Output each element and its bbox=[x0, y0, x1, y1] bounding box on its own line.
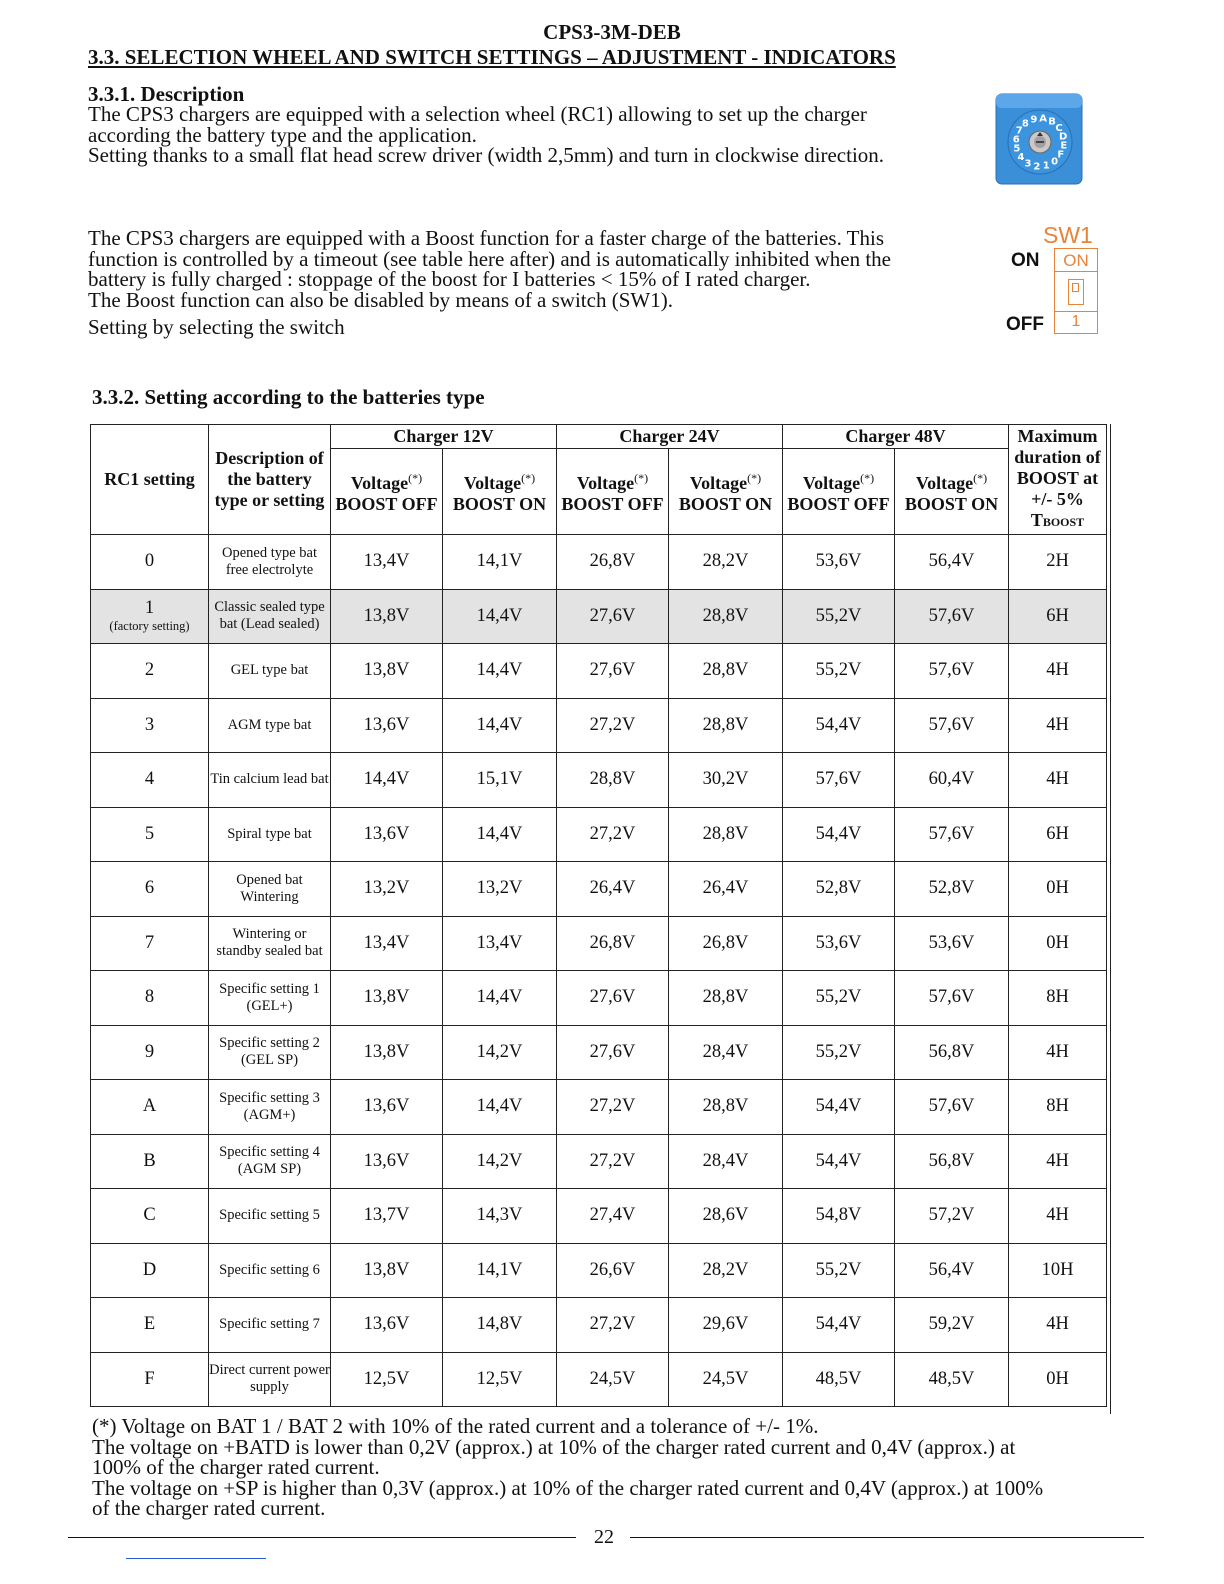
switch-on-label: ON bbox=[1011, 250, 1040, 271]
voltage-cell: 28,8V bbox=[557, 753, 669, 808]
table-row bbox=[91, 1243, 1107, 1298]
header-voltage-12v-boost-on bbox=[443, 449, 557, 535]
voltage-cell: 24,5V bbox=[557, 1352, 669, 1407]
voltage-cell: 26,4V bbox=[669, 862, 783, 917]
voltage-cell: 54,4V bbox=[783, 698, 895, 753]
boost-duration-cell: 4H bbox=[1009, 1134, 1107, 1189]
switch-slot bbox=[1068, 279, 1084, 305]
header-charger-24v: Charger 24V bbox=[557, 425, 783, 449]
battery-description-cell: Specific setting 3 (AGM+) bbox=[209, 1080, 331, 1135]
voltage-cell: 14,2V bbox=[443, 1134, 557, 1189]
table-row bbox=[91, 862, 1107, 917]
voltage-cell: 52,8V bbox=[895, 862, 1009, 917]
rc1-setting-cell: D bbox=[91, 1243, 209, 1298]
header-voltage-48v-boost-off bbox=[783, 449, 895, 535]
voltage-cell: 14,4V bbox=[443, 644, 557, 699]
voltage-cell: 48,5V bbox=[895, 1352, 1009, 1407]
voltage-cell: 53,6V bbox=[783, 535, 895, 590]
boost-duration-cell: 0H bbox=[1009, 916, 1107, 971]
switch-title: SW1 bbox=[1043, 222, 1093, 248]
setting-heading: 3.3.2. Setting according to the batteries type bbox=[92, 385, 485, 409]
wheel-digit: C bbox=[1055, 122, 1063, 134]
battery-description-cell: Tin calcium lead bat bbox=[209, 753, 331, 808]
voltage-cell: 12,5V bbox=[331, 1352, 443, 1407]
wheel-digit: 2 bbox=[1033, 161, 1041, 173]
voltage-cell: 13,6V bbox=[331, 698, 443, 753]
header-max-duration bbox=[1009, 425, 1107, 535]
note-line: 100% of the charger rated current. bbox=[92, 1455, 380, 1479]
voltage-cell: 13,2V bbox=[331, 862, 443, 917]
wheel-digit: B bbox=[1048, 116, 1056, 128]
switch-diagram bbox=[1054, 248, 1098, 334]
voltage-cell: 13,2V bbox=[443, 862, 557, 917]
voltage-cell: 53,6V bbox=[783, 916, 895, 971]
voltage-cell: 28,4V bbox=[669, 1134, 783, 1189]
battery-settings-table bbox=[90, 424, 1107, 1407]
table-row bbox=[91, 753, 1107, 808]
text-line: The CPS3 chargers are equipped with a Boost function for a faster charge of the batteries. This bbox=[88, 226, 885, 250]
battery-description-cell: Classic sealed type bat (Lead sealed) bbox=[209, 589, 331, 644]
header-voltage-24v-boost-on bbox=[669, 449, 783, 535]
footer-rule-left bbox=[68, 1537, 576, 1538]
header-boost-label: BOOST ON bbox=[452, 494, 547, 514]
switch-box-number: 1 bbox=[1071, 313, 1081, 330]
battery-description-cell: Specific setting 7 bbox=[209, 1298, 331, 1353]
header-charger-12v: Charger 12V bbox=[331, 425, 557, 449]
switch-setting-text: Setting by selecting the switch bbox=[88, 315, 345, 339]
voltage-cell: 54,4V bbox=[783, 807, 895, 862]
voltage-cell: 28,8V bbox=[669, 589, 783, 644]
wheel-digit: A bbox=[1039, 113, 1047, 125]
switch-knob bbox=[1072, 283, 1079, 292]
note-line: (*) Voltage on BAT 1 / BAT 2 with 10% of the rated current and a tolerance of +/- 1%. bbox=[92, 1414, 819, 1438]
voltage-cell: 13,4V bbox=[443, 916, 557, 971]
wheel-digit: 5 bbox=[1013, 143, 1021, 155]
voltage-cell: 52,8V bbox=[783, 862, 895, 917]
wheel-digit: 0 bbox=[1051, 156, 1059, 168]
voltage-cell: 56,8V bbox=[895, 1134, 1009, 1189]
header-line: Description of bbox=[215, 448, 324, 468]
voltage-cell: 13,6V bbox=[331, 1080, 443, 1135]
rc1-setting-cell: 5 bbox=[91, 807, 209, 862]
table-row bbox=[91, 644, 1107, 699]
table-row bbox=[91, 916, 1107, 971]
header-line: the battery bbox=[227, 469, 312, 489]
voltage-cell: 54,8V bbox=[783, 1189, 895, 1244]
voltage-cell: 27,2V bbox=[557, 1080, 669, 1135]
voltage-cell: 13,6V bbox=[331, 1298, 443, 1353]
wheel-digit: 8 bbox=[1021, 118, 1029, 130]
rc1-setting-cell: F bbox=[91, 1352, 209, 1407]
header-voltage-48v-boost-on bbox=[895, 449, 1009, 535]
rc1-setting-cell: 7 bbox=[91, 916, 209, 971]
boost-duration-cell: 2H bbox=[1009, 535, 1107, 590]
switch-off-label: OFF bbox=[1006, 314, 1044, 335]
voltage-cell: 54,4V bbox=[783, 1298, 895, 1353]
note-line: The voltage on +BATD is lower than 0,2V (approx.) at 10% of the charger rated current and 0,4V (approx.) at bbox=[92, 1434, 1016, 1459]
voltage-cell: 14,2V bbox=[443, 1025, 557, 1080]
header-tolerance: +/- 5% bbox=[1031, 489, 1084, 509]
boost-duration-cell: 4H bbox=[1009, 1025, 1107, 1080]
header-charger-48v: Charger 48V bbox=[783, 425, 1009, 449]
header-tboost: TBOOST bbox=[1030, 510, 1085, 530]
table-right-border bbox=[1110, 424, 1111, 1414]
voltage-cell: 14,4V bbox=[443, 1080, 557, 1135]
voltage-cell: 13,6V bbox=[331, 807, 443, 862]
voltage-cell: 28,8V bbox=[669, 698, 783, 753]
voltage-cell: 28,8V bbox=[669, 644, 783, 699]
footer-link-underline bbox=[126, 1558, 266, 1559]
header-line: Maximum bbox=[1017, 426, 1098, 446]
voltage-cell: 29,6V bbox=[669, 1298, 783, 1353]
voltage-cell: 57,2V bbox=[895, 1189, 1009, 1244]
boost-duration-cell: 4H bbox=[1009, 644, 1107, 699]
boost-duration-cell: 6H bbox=[1009, 589, 1107, 644]
battery-description-cell: Specific setting 4 (AGM SP) bbox=[209, 1134, 331, 1189]
wheel-digit: 3 bbox=[1024, 158, 1032, 170]
boost-duration-cell: 8H bbox=[1009, 971, 1107, 1026]
boost-paragraph bbox=[88, 228, 891, 310]
battery-description-cell: Opened type bat free electrolyte bbox=[209, 535, 331, 590]
rc1-setting-cell: C bbox=[91, 1189, 209, 1244]
description-heading: 3.3.1. Description bbox=[88, 82, 245, 106]
voltage-cell: 28,6V bbox=[669, 1189, 783, 1244]
voltage-cell: 26,8V bbox=[557, 916, 669, 971]
note-line: of the charger rated current. bbox=[92, 1496, 326, 1520]
header-boost-label: BOOST OFF bbox=[335, 494, 438, 514]
voltage-cell: 26,8V bbox=[557, 535, 669, 590]
rc1-setting-cell: A bbox=[91, 1080, 209, 1135]
header-boost-label: BOOST OFF bbox=[561, 494, 664, 514]
voltage-cell: 14,1V bbox=[443, 1243, 557, 1298]
header-voltage-label: Voltage(*) bbox=[915, 471, 988, 493]
table-row bbox=[91, 971, 1107, 1026]
header-boost-label: BOOST OFF bbox=[787, 494, 890, 514]
header-voltage-12v-boost-off bbox=[331, 449, 443, 535]
voltage-cell: 57,6V bbox=[895, 1080, 1009, 1135]
voltage-cell: 55,2V bbox=[783, 589, 895, 644]
selection-wheel-image bbox=[992, 92, 1084, 186]
voltage-cell: 57,6V bbox=[783, 753, 895, 808]
voltage-cell: 28,2V bbox=[669, 535, 783, 590]
voltage-cell: 14,4V bbox=[331, 753, 443, 808]
voltage-cell: 28,4V bbox=[669, 1025, 783, 1080]
voltage-cell: 13,8V bbox=[331, 589, 443, 644]
wheel-digit: E bbox=[1060, 140, 1068, 152]
wheel-digit: F bbox=[1057, 149, 1065, 161]
voltage-cell: 13,8V bbox=[331, 971, 443, 1026]
voltage-cell: 26,8V bbox=[669, 916, 783, 971]
footer-rule-right bbox=[630, 1537, 1144, 1538]
boost-duration-cell: 4H bbox=[1009, 1189, 1107, 1244]
table-row bbox=[91, 1189, 1107, 1244]
wheel-digit: 1 bbox=[1042, 160, 1050, 172]
text-line: function is controlled by a timeout (see table here after) and is automatically inhibited when the bbox=[88, 246, 891, 271]
voltage-cell: 26,6V bbox=[557, 1243, 669, 1298]
boost-duration-cell: 6H bbox=[1009, 807, 1107, 862]
voltage-cell: 27,4V bbox=[557, 1189, 669, 1244]
wheel-digit: 6 bbox=[1012, 134, 1020, 146]
factory-setting-note: (factory setting) bbox=[109, 619, 190, 634]
voltage-cell: 14,3V bbox=[443, 1189, 557, 1244]
battery-description-cell: Specific setting 5 bbox=[209, 1189, 331, 1244]
header-voltage-24v-boost-off bbox=[557, 449, 669, 535]
table-row bbox=[91, 1352, 1107, 1407]
battery-description-cell: Spiral type bat bbox=[209, 807, 331, 862]
divider bbox=[1055, 311, 1097, 312]
voltage-cell: 14,4V bbox=[443, 807, 557, 862]
voltage-cell: 27,2V bbox=[557, 698, 669, 753]
table-body bbox=[91, 535, 1107, 1407]
wheel-digit: 4 bbox=[1017, 152, 1025, 164]
rc1-setting-cell: E bbox=[91, 1298, 209, 1353]
battery-description-cell: GEL type bat bbox=[209, 644, 331, 699]
voltage-cell: 12,5V bbox=[443, 1352, 557, 1407]
table-row bbox=[91, 589, 1107, 644]
battery-description-cell: AGM type bat bbox=[209, 698, 331, 753]
boost-duration-cell: 4H bbox=[1009, 698, 1107, 753]
header-line: type or setting bbox=[214, 490, 325, 510]
voltage-cell: 60,4V bbox=[895, 753, 1009, 808]
battery-description-cell: Opened bat Wintering bbox=[209, 862, 331, 917]
voltage-cell: 57,6V bbox=[895, 644, 1009, 699]
note-line: The voltage on +SP is higher than 0,3V (approx.) at 10% of the charger rated current and 0,4V (approx.) at 100% bbox=[92, 1475, 1044, 1500]
switch-box-on-text: ON bbox=[1063, 251, 1089, 270]
table-row bbox=[91, 1080, 1107, 1135]
rc1-setting-cell: 4 bbox=[91, 753, 209, 808]
document-title: CPS3-3M-DEB bbox=[543, 20, 681, 44]
voltage-cell: 56,4V bbox=[895, 1243, 1009, 1298]
divider bbox=[1055, 271, 1097, 272]
voltage-cell: 27,6V bbox=[557, 589, 669, 644]
voltage-cell: 55,2V bbox=[783, 644, 895, 699]
header-voltage-label: Voltage(*) bbox=[350, 471, 423, 493]
voltage-cell: 14,4V bbox=[443, 698, 557, 753]
voltage-cell: 13,7V bbox=[331, 1189, 443, 1244]
voltage-cell: 55,2V bbox=[783, 971, 895, 1026]
voltage-cell: 14,1V bbox=[443, 535, 557, 590]
voltage-cell: 56,4V bbox=[895, 535, 1009, 590]
voltage-cell: 13,8V bbox=[331, 1243, 443, 1298]
boost-duration-cell: 4H bbox=[1009, 753, 1107, 808]
voltage-cell: 55,2V bbox=[783, 1025, 895, 1080]
voltage-cell: 28,8V bbox=[669, 971, 783, 1026]
voltage-cell: 27,2V bbox=[557, 1134, 669, 1189]
rc1-setting-cell: 8 bbox=[91, 971, 209, 1026]
text-line: The Boost function can also be disabled by means of a switch (SW1). bbox=[88, 287, 673, 312]
wheel-digit: 9 bbox=[1030, 114, 1038, 126]
voltage-cell: 48,5V bbox=[783, 1352, 895, 1407]
boost-duration-cell: 8H bbox=[1009, 1080, 1107, 1135]
voltage-cell: 13,8V bbox=[331, 644, 443, 699]
voltage-cell: 27,2V bbox=[557, 1298, 669, 1353]
rc1-setting-cell: 0 bbox=[91, 535, 209, 590]
wheel-digit: 7 bbox=[1015, 125, 1023, 137]
rc1-setting-cell: 1 (factory setting) bbox=[91, 589, 209, 644]
header-line: BOOST at bbox=[1016, 468, 1099, 488]
voltage-cell: 28,2V bbox=[669, 1243, 783, 1298]
voltage-cell: 54,4V bbox=[783, 1080, 895, 1135]
rc1-setting-cell: 2 bbox=[91, 644, 209, 699]
table-row bbox=[91, 1025, 1107, 1080]
header-boost-label: BOOST ON bbox=[678, 494, 773, 514]
voltage-cell: 26,4V bbox=[557, 862, 669, 917]
section-title: 3.3. SELECTION WHEEL AND SWITCH SETTINGS – ADJUSTMENT - INDICATORS bbox=[88, 45, 896, 69]
table-row bbox=[91, 1298, 1107, 1353]
battery-description-cell: Wintering or standby sealed bat bbox=[209, 916, 331, 971]
boost-duration-cell: 4H bbox=[1009, 1298, 1107, 1353]
voltage-cell: 13,4V bbox=[331, 916, 443, 971]
table-row bbox=[91, 535, 1107, 590]
voltage-cell: 55,2V bbox=[783, 1243, 895, 1298]
battery-description-cell: Specific setting 2 (GEL SP) bbox=[209, 1025, 331, 1080]
voltage-cell: 28,8V bbox=[669, 1080, 783, 1135]
boost-duration-cell: 0H bbox=[1009, 1352, 1107, 1407]
rc1-setting-cell: 3 bbox=[91, 698, 209, 753]
voltage-cell: 14,4V bbox=[443, 589, 557, 644]
voltage-cell: 54,4V bbox=[783, 1134, 895, 1189]
rc1-setting-cell: 6 bbox=[91, 862, 209, 917]
voltage-cell: 13,6V bbox=[331, 1134, 443, 1189]
page-number: 22 bbox=[594, 1526, 614, 1548]
description-paragraph-1 bbox=[88, 104, 884, 166]
text-line: The CPS3 chargers are equipped with a selection wheel (RC1) allowing to set up the charger bbox=[88, 102, 867, 126]
header-voltage-label: Voltage(*) bbox=[689, 471, 762, 493]
rc1-setting-cell: 9 bbox=[91, 1025, 209, 1080]
voltage-cell: 27,6V bbox=[557, 1025, 669, 1080]
header-voltage-label: Voltage(*) bbox=[802, 471, 875, 493]
footnotes bbox=[92, 1416, 1043, 1519]
voltage-cell: 27,6V bbox=[557, 971, 669, 1026]
table-row bbox=[91, 1134, 1107, 1189]
wheel-digit: D bbox=[1059, 131, 1068, 143]
voltage-cell: 24,5V bbox=[669, 1352, 783, 1407]
voltage-cell: 27,2V bbox=[557, 807, 669, 862]
header-voltage-label: Voltage(*) bbox=[463, 471, 536, 493]
voltage-cell: 57,6V bbox=[895, 589, 1009, 644]
header-line: duration of bbox=[1014, 447, 1101, 467]
boost-duration-cell: 0H bbox=[1009, 862, 1107, 917]
battery-description-cell: Direct current power supply bbox=[209, 1352, 331, 1407]
voltage-cell: 15,1V bbox=[443, 753, 557, 808]
table-row bbox=[91, 698, 1107, 753]
text-line: Setting thanks to a small flat head screw driver (width 2,5mm) and turn in clockwise direction. bbox=[88, 143, 885, 167]
battery-description-cell: Specific setting 1 (GEL+) bbox=[209, 971, 331, 1026]
boost-duration-cell: 10H bbox=[1009, 1243, 1107, 1298]
header-rc1: RC1 setting bbox=[91, 425, 209, 535]
voltage-cell: 59,2V bbox=[895, 1298, 1009, 1353]
voltage-cell: 57,6V bbox=[895, 698, 1009, 753]
voltage-cell: 57,6V bbox=[895, 971, 1009, 1026]
voltage-cell: 13,4V bbox=[331, 535, 443, 590]
rc1-setting-cell: B bbox=[91, 1134, 209, 1189]
voltage-cell: 13,8V bbox=[331, 1025, 443, 1080]
voltage-cell: 30,2V bbox=[669, 753, 783, 808]
header-boost-label: BOOST ON bbox=[904, 494, 999, 514]
voltage-cell: 14,8V bbox=[443, 1298, 557, 1353]
voltage-cell: 14,4V bbox=[443, 971, 557, 1026]
voltage-cell: 56,8V bbox=[895, 1025, 1009, 1080]
header-voltage-label: Voltage(*) bbox=[576, 471, 649, 493]
voltage-cell: 28,8V bbox=[669, 807, 783, 862]
header-description bbox=[209, 425, 331, 535]
voltage-cell: 53,6V bbox=[895, 916, 1009, 971]
text-line: battery is fully charged : stoppage of the boost for I batteries < 15% of I rated charger. bbox=[88, 267, 811, 291]
table-row bbox=[91, 807, 1107, 862]
battery-description-cell: Specific setting 6 bbox=[209, 1243, 331, 1298]
voltage-cell: 57,6V bbox=[895, 807, 1009, 862]
voltage-cell: 27,6V bbox=[557, 644, 669, 699]
text-line: according the battery type and the application. bbox=[88, 122, 477, 147]
